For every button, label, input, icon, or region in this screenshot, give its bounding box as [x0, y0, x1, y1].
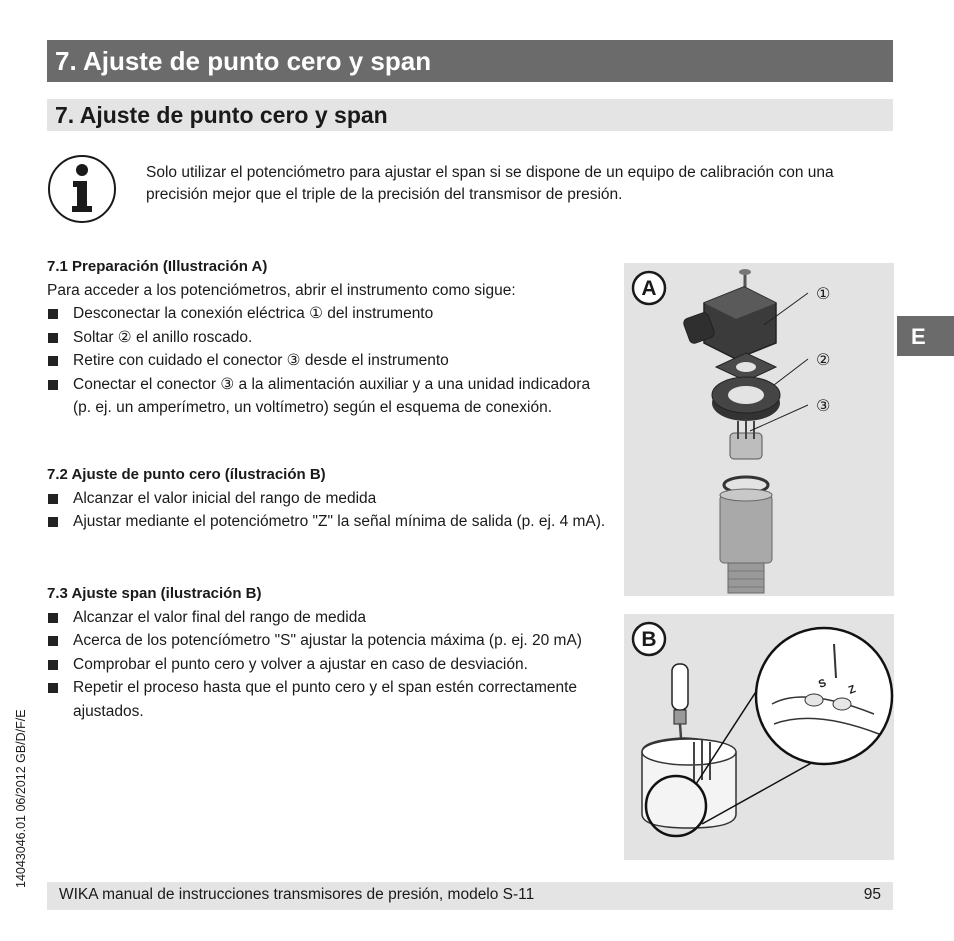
figure-b — [624, 614, 894, 860]
callout-1: ① — [816, 284, 831, 303]
language-tab — [897, 316, 954, 356]
document-code: 14043046.01 06/2012 GB/D/F/E — [14, 709, 28, 888]
list-item: Retire con cuidado el conector ③ desde el instrumento — [47, 349, 607, 373]
list-item: Desconectar la conexión eléctrica ① del instrumento — [47, 302, 607, 326]
list-item: Conectar el conector ③ a la alimentación auxiliar y a una unidad indicadora (p. ej. un amperímetro, un voltímetro) según el esquema de conexión. — [47, 373, 607, 420]
chapter-title: 7. Ajuste de punto cero y span — [55, 46, 432, 76]
figure-a — [624, 263, 894, 596]
chapter-header — [47, 40, 893, 82]
section-heading: 7.1 Preparación (Illustración A) — [47, 258, 268, 275]
section-title: 7. Ajuste de punto cero y span — [55, 102, 388, 128]
pot-label-z: Z — [846, 683, 858, 697]
section-heading: 7.2 Ajuste de punto cero (ílustración B) — [47, 466, 326, 483]
list-item: Alcanzar el valor inicial del rango de medida — [47, 487, 607, 511]
section-span-adjust — [47, 582, 607, 723]
page-number: 95 — [863, 886, 881, 903]
section-heading: 7.3 Ajuste span (ilustración B) — [47, 585, 262, 602]
footer-text: WIKA manual de instrucciones transmisores de presión, modelo S-11 — [59, 886, 535, 903]
figure-a-label: A — [641, 277, 657, 300]
note-text: Solo utilizar el potenciómetro para ajustar el span si se dispone de un equipo de calibración con una precisión mejor que el triple de la precisión del transmisor de presión. — [146, 164, 834, 203]
list-item: Ajustar mediante el potenciómetro "Z" la señal mínima de salida (p. ej. 4 mA). — [47, 510, 607, 534]
figure-a-illustration — [624, 263, 894, 596]
bullet-list — [47, 487, 607, 534]
section-intro: Para acceder a los potenciómetros, abrir el instrumento como sigue: — [47, 281, 516, 299]
section-preparation — [47, 255, 607, 420]
bullet-list — [47, 606, 607, 724]
list-item: Repetir el proceso hasta que el punto cero y el span estén correctamente ajustados. — [47, 676, 607, 723]
section-zero-adjust — [47, 463, 607, 534]
list-item: Alcanzar el valor final del rango de medida — [47, 606, 607, 630]
figure-b-illustration — [624, 614, 894, 860]
list-item: Comprobar el punto cero y volver a ajustar en caso de desviación. — [47, 653, 607, 677]
pot-label-s: S — [816, 677, 828, 691]
list-item: Soltar ② el anillo roscado. — [47, 326, 607, 350]
language-tab-label: E — [911, 324, 926, 349]
footer — [47, 882, 893, 910]
info-icon — [47, 154, 117, 224]
bullet-list — [47, 302, 607, 420]
figure-b-label: B — [641, 628, 657, 651]
callout-2: ② — [816, 350, 831, 369]
section-header — [47, 99, 893, 131]
list-item: Acerca de los potencíómetro "S" ajustar la potencia máxima (p. ej. 20 mA) — [47, 629, 607, 653]
callout-3: ③ — [816, 396, 831, 415]
